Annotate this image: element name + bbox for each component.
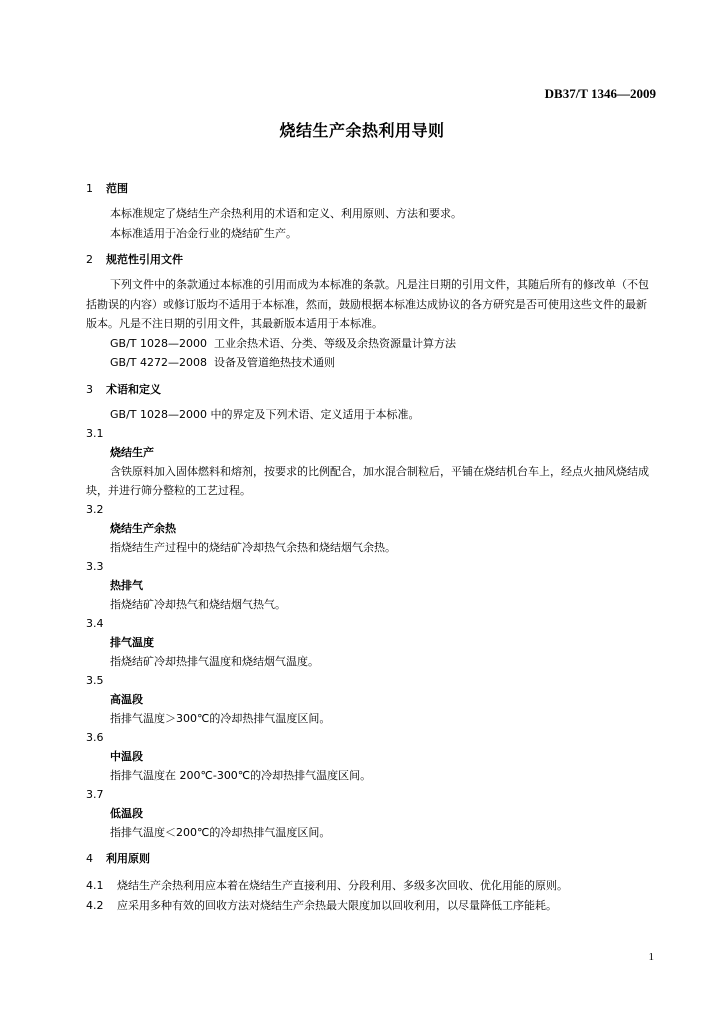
term-number: 3.3	[86, 560, 104, 573]
page-number: 1	[648, 951, 654, 963]
section-title: 术语和定义	[106, 382, 161, 396]
document-code: DB37/T 1346—2009	[544, 86, 656, 101]
reference-name: 工业余热术语、分类、等级及余热资源量计算方法	[214, 336, 456, 350]
principle-text: 应采用多种有效的回收方法对烧结生产余热最大限度加以回收利用，以尽量降低工序能耗。	[117, 898, 557, 912]
reference-item	[86, 334, 656, 354]
term-name: 烧结生产余热	[110, 522, 176, 535]
term-number: 3.2	[86, 503, 104, 516]
principle-item	[86, 876, 656, 896]
paragraph: 本标准规定了烧结生产余热利用的术语和定义、利用原则、方法和要求。	[110, 207, 462, 220]
reference-name: 设备及管道绝热技术通则	[214, 356, 335, 369]
section-heading	[86, 848, 656, 870]
paragraph: 下列文件中的条款通过本标准的引用而成为本标准的条款。凡是注日期的引用文件，其随后所有的修改单（不包括勘误的内容）或修订版均不适用于本标准，然而，鼓励根据本标准达成协议的各方研究是否可使用这些文件的最新版本。凡是不注日期的引用文件，其最新版本适用于本标准。	[86, 278, 649, 330]
term-name: 中温段	[110, 750, 143, 763]
term-definition: 含铁原料加入固体燃料和熔剂，按要求的比例配合，加水混合制粒后，平铺在烧结机台车上，经点火抽风烧结成块，并进行筛分整粒的工艺过程。	[86, 465, 649, 497]
term-number: 3.1	[86, 427, 104, 440]
principle-item	[86, 896, 656, 916]
term-name: 低温段	[110, 807, 143, 820]
paragraph: 本标准适用于冶金行业的烧结矿生产。	[110, 226, 297, 240]
term-number: 3.5	[86, 674, 104, 687]
document-title: 烧结生产余热利用导则	[279, 121, 445, 140]
section-title: 规范性引用文件	[106, 253, 183, 266]
term-definition: 指排气温度＞300℃的冷却热排气温度区间。	[110, 712, 331, 725]
principle-number: 4.1	[86, 879, 104, 892]
reference-item	[86, 353, 656, 373]
term-definition: 指烧结矿冷却热气和烧结烟气热气。	[110, 598, 286, 611]
section-number: 2	[86, 253, 93, 266]
paragraph: GB/T 1028—2000 中的界定及下列术语、定义适用于本标准。	[110, 407, 420, 421]
term-name: 排气温度	[110, 636, 154, 649]
section-number: 4	[86, 852, 93, 865]
term-definition: 指排气温度在 200℃-300℃的冷却热排气温度区间。	[110, 769, 372, 782]
section-number: 3	[86, 382, 93, 396]
section-number: 1	[86, 182, 93, 195]
principle-number: 4.2	[86, 898, 104, 912]
term-name: 烧结生产	[110, 446, 154, 459]
term-definition: 指烧结矿冷却热排气温度和烧结烟气温度。	[110, 655, 319, 668]
term-number: 3.7	[86, 788, 104, 801]
section-heading	[86, 178, 656, 200]
section-heading	[86, 249, 656, 271]
document-body	[86, 178, 656, 915]
section-title: 利用原则	[106, 852, 150, 865]
section-heading	[86, 379, 656, 401]
term-definition: 指烧结生产过程中的烧结矿冷却热气余热和烧结烟气余热。	[110, 541, 396, 554]
reference-code: GB/T 4272—2008	[110, 356, 207, 369]
term-number: 3.4	[86, 617, 104, 630]
term-name: 热排气	[110, 579, 143, 592]
reference-code: GB/T 1028—2000	[110, 336, 207, 350]
section-title: 范围	[106, 182, 128, 195]
term-definition: 指排气温度＜200℃的冷却热排气温度区间。	[110, 826, 331, 839]
principle-text: 烧结生产余热利用应本着在烧结生产直接利用、分段利用、多级多次回收、优化用能的原则。	[117, 879, 568, 892]
term-number: 3.6	[86, 731, 104, 744]
term-name: 高温段	[110, 693, 143, 706]
